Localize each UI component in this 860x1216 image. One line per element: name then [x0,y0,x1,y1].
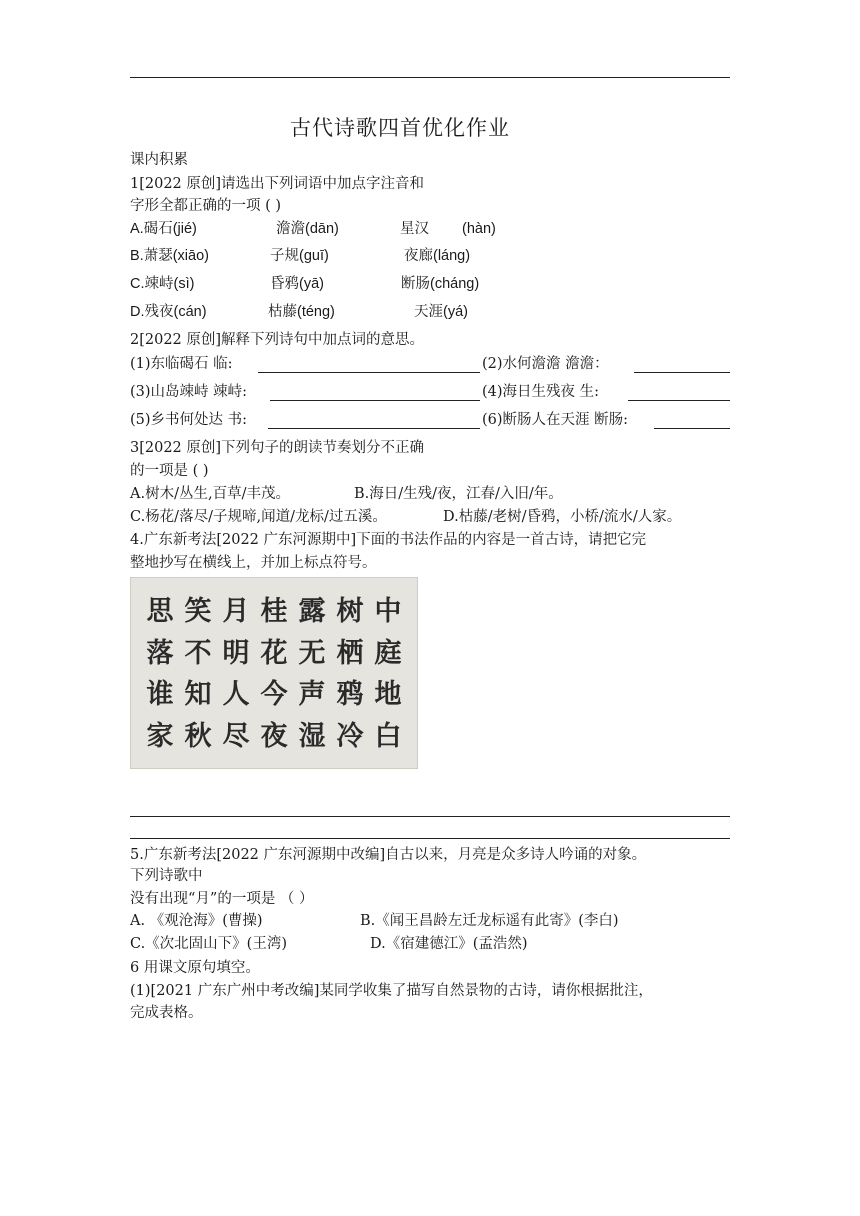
q2-item-3: (3)山岛竦峙 竦峙: [130,384,248,400]
q1-stem-line1: 1[2022 原创]请选出下列词语中加点字注音和 [130,176,425,192]
q1-option-c-3: 断肠(cháng) [401,276,480,292]
q2-answer-blank-1[interactable] [258,372,480,373]
q1-option-b-3: 夜廊(láng) [404,248,471,264]
calligraphy-image [130,577,418,769]
q6-sub1-line2: 完成表格。 [130,1005,203,1021]
q2-answer-blank-2[interactable] [634,372,730,373]
q2-item-2: (2)水何澹澹 澹澹： [482,356,609,372]
calligraphy-char: 声 [298,679,326,711]
q5-option-d: D.《宿建德江》(孟浩然) [370,936,528,952]
q1-stem-line2: 字形全都正确的一项 ( ) [130,198,282,214]
q5-stem-line3: 没有出现“月”的一项是 （ ） [130,891,314,907]
q2-stem: 2[2022 原创]解释下列诗句中加点词的意思。 [130,332,425,348]
calligraphy-char: 秋 [184,720,212,752]
q5-stem-line1: 5.广东新考法[2022 广东河源期中改编]自古以来，月亮是众多诗人吟诵的对象。 [130,847,647,863]
q1-option-b-1: B.萧瑟(xiāo) [130,248,209,264]
calligraphy-char: 今 [260,679,288,711]
calligraphy-char: 桂 [260,596,288,628]
calligraphy-char: 谁 [146,679,174,711]
q2-answer-blank-5[interactable] [268,428,480,429]
q5-option-a: A. 《观沧海》(曹操) [130,913,263,929]
q1-option-d-2: 枯藤(téng) [268,304,335,320]
q1-option-d-3: 天涯(yá) [414,304,468,320]
page-title: 古代诗歌四首优化作业 [290,116,510,140]
calligraphy-char: 无 [298,637,326,669]
calligraphy-char: 树 [336,596,364,628]
q3-option-c: C.杨花/落尽/子规啼,闻道/龙标/过五溪。 [130,509,387,525]
q1-option-a-2: 澹澹(dān) [276,221,339,237]
q2-item-4: (4)海日生残夜 生: [482,384,600,400]
calligraphy-char: 夜 [260,720,288,752]
q2-item-6: (6)断肠人在天涯 断肠: [482,412,629,428]
q5-option-b: B.《闻王昌龄左迁龙标遥有此寄》(李白) [360,913,619,929]
calligraphy-char: 中 [374,596,402,628]
q5-option-c: C.《次北固山下》(王湾) [130,936,287,952]
q4-stem-line1: 4.广东新考法[2022 广东河源期中]下面的书法作品的内容是一首古诗，请把它完 [130,532,647,548]
calligraphy-char: 人 [222,679,250,711]
calligraphy-char: 花 [260,637,288,669]
q3-option-a: A.树木/丛生,百草/丰茂。 [130,486,290,502]
calligraphy-char: 明 [222,637,250,669]
q1-option-c-2: 昏鸦(yā) [270,276,324,292]
calligraphy-char: 露 [298,596,326,628]
calligraphy-char: 落 [146,637,174,669]
calligraphy-char: 笑 [184,596,212,628]
q3-option-d: D.枯藤/老树/昏鸦，小桥/流水/人家。 [443,509,682,525]
q2-answer-blank-3[interactable] [270,400,480,401]
q2-answer-blank-6[interactable] [654,428,730,429]
top-rule [130,77,730,78]
q2-answer-blank-4[interactable] [628,400,730,401]
q1-option-d-1: D.残夜(cán) [130,304,207,320]
calligraphy-char: 地 [374,679,402,711]
q2-item-1: (1)东临碣石 临: [130,356,233,372]
q2-item-5: (5)乡书何处达 书: [130,412,248,428]
q5-stem-line2: 下列诗歌中 [130,868,203,884]
calligraphy-grid [141,588,407,754]
q4-stem-line2: 整地抄写在横线上，并加上标点符号。 [130,555,377,571]
q3-stem-line1: 3[2022 原创]下列句子的朗读节奏划分不正确 [130,440,425,456]
q1-option-b-2: 子规(guī) [270,248,329,264]
calligraphy-char: 家 [146,720,174,752]
q4-answer-line-2[interactable] [130,838,730,839]
calligraphy-char: 白 [374,720,402,752]
q1-option-c-1: C.竦峙(sì) [130,276,195,292]
calligraphy-char: 不 [184,637,212,669]
q1-option-a-4: (hàn) [462,221,496,237]
q1-option-a-1: A.碣石(jié) [130,221,197,237]
section-heading: 课内积累 [130,152,188,168]
calligraphy-char: 月 [222,596,250,628]
calligraphy-char: 鸦 [336,679,364,711]
calligraphy-char: 尽 [222,720,250,752]
q6-stem: 6 用课文原句填空。 [130,960,260,976]
calligraphy-char: 冷 [336,720,364,752]
calligraphy-char: 知 [184,679,212,711]
q3-option-b: B.海日/生残/夜，江春/入旧/年。 [354,486,563,502]
q1-option-a-3: 星汉 [400,221,429,237]
calligraphy-char: 思 [146,596,174,628]
calligraphy-char: 湿 [298,720,326,752]
q4-answer-line-1[interactable] [130,816,730,817]
q3-stem-line2: 的一项是 ( ) [130,463,209,479]
q6-sub1-line1: (1)[2021 广东广州中考改编]某同学收集了描写自然景物的古诗，请你根据批注， [130,983,653,999]
calligraphy-char: 庭 [374,637,402,669]
calligraphy-char: 栖 [336,637,364,669]
